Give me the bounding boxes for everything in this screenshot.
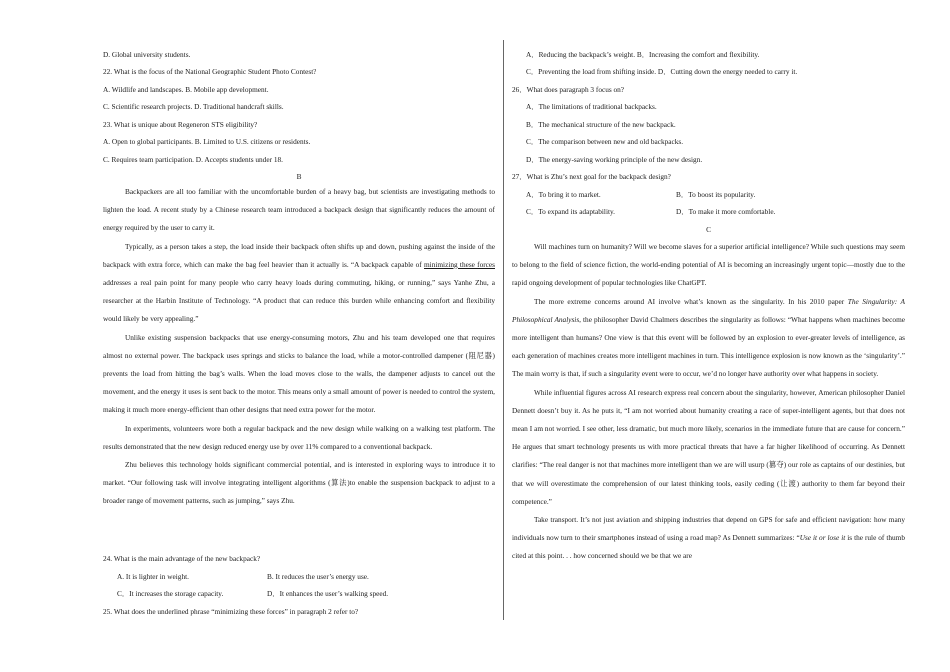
question-24-options-ab — [117, 572, 495, 582]
question-27: 27．What is Zhu’s next goal for the backpack design? — [512, 172, 671, 181]
paper-title: The Singularity: A Philosophical Analysis — [512, 296, 905, 324]
question-22-options-cd: C. Scientific research projects. D. Traditional handcraft skills. — [103, 102, 284, 111]
question-25: 25. What does the underlined phrase “minimizing these forces” in paragraph 2 refer to? — [103, 607, 359, 616]
paragraph-c2 — [512, 293, 905, 384]
paragraph-c2-end: , the philosopher David Chalmers describes the singularity as follows: “What happens when machines become more intelligent than humans? One view is that this event will be followed by an explosion to ever-greater levels of intelligence, as each generation of machines creates more intelligent machines in turn. This intelligence explosion is now known as the ‘singularity’.” The main worry is that, if such a singularity event were to occur, we’d no longer have authority over what happens in society. — [512, 314, 905, 379]
option-b: B. It reduces the user’s energy use. — [267, 572, 369, 581]
question-25-options-cd: C．Preventing the load from shifting inside. D．Cutting down the energy needed to carry it. — [526, 67, 798, 76]
paragraph-c4 — [512, 511, 905, 566]
section-b-heading: B — [296, 172, 302, 181]
paragraph-c4-start: Take transport. It’s not just aviation and shipping industries that depend on GPS for safe and efficient navigation: how many individuals now turn to their smartphones instead of using a road map? As Dennett summarizes: “ — [512, 515, 905, 543]
paragraph-b1: Backpackers are all too familiar with the uncomfortable burden of a heavy bag, but scientists are investigating methods to lighten the load. A recent study by a Chinese research team introduced a backpack design that significantly reduces the amount of energy required by the user to carry it. — [103, 187, 495, 233]
section-c-heading: C — [706, 225, 711, 234]
paragraph-b2-start: Typically, as a person takes a step, the load inside their backpack often shifts up and down, pushing against the inside of the backpack with extra force, which can make the bag feel heavier than it actually is. “A backpack capable of — [103, 241, 495, 269]
question-23-options-cd: C. Requires team participation. D. Accepts students under 18. — [103, 155, 283, 164]
passage-c — [512, 238, 905, 566]
column-divider — [503, 40, 504, 620]
question-23-options-ab: A. Open to global participants. B. Limited to U.S. citizens or residents. — [103, 137, 311, 146]
option-a: A. It is lighter in weight. — [117, 572, 189, 581]
passage-b — [103, 183, 495, 511]
question-26-option-a: A．The limitations of traditional backpacks. — [526, 102, 657, 111]
question-26-option-c: C．The comparison between new and old backpacks. — [526, 137, 684, 146]
paragraph-c1: Will machines turn on humanity? Will we become slaves for a superior artificial intelligence? While such questions may seem to belong to the field of science fiction, the world-ending potential of AI is becoming an increasingly urgent topic—mostly due to the rapid ongoing development of popular technologies like ChatGPT. — [512, 242, 905, 288]
underlined-phrase: minimizing these forces — [424, 259, 495, 269]
quoted-phrase: Use it or lose it — [799, 533, 846, 543]
option-b: B．To boost its popularity. — [676, 190, 756, 199]
question-26-option-d: D．The energy-saving working principle of the new design. — [526, 155, 703, 164]
question-25-options-ab: A．Reducing the backpack’s weight. B．Increasing the comfort and flexibility. — [526, 50, 760, 59]
question-24: 24. What is the main advantage of the new backpack? — [103, 554, 261, 563]
question-26: 26．What does paragraph 3 focus on? — [512, 85, 625, 94]
paragraph-b4: In experiments, volunteers wore both a regular backpack and the new design while walking on a walking test platform. The results demonstrated that the new design reduced energy use by over 11% compared to a conventional backpack. — [103, 423, 495, 451]
paragraph-c4-end: is the rule of thumb cited at this point. . . how concerned should we be that we are — [512, 533, 905, 561]
option-line: D. Global university students. — [103, 50, 191, 59]
question-27-options-ab — [526, 190, 905, 200]
paragraph-b2-end: addresses a real pain point for many people who carry heavy loads during commuting, hiking, or running,” says Yanhe Zhu, a researcher at the Harbin Institute of Technology. “A product that can reduce this burden while enhancing comfort and flexibility would likely be very appealing.” — [103, 278, 495, 324]
paragraph-c2-start: The more extreme concerns around AI involve what’s known as the singularity. In his 2010 paper — [534, 296, 848, 306]
question-23: 23. What is unique about Regeneron STS eligibility? — [103, 120, 258, 129]
question-26-option-b: B．The mechanical structure of the new backpack. — [526, 120, 676, 129]
paragraph-b2 — [103, 238, 495, 329]
option-c: C．To expand its adaptability. — [526, 207, 615, 216]
question-24-options-cd — [117, 589, 495, 599]
option-d: D．It enhances the user’s walking speed. — [267, 589, 389, 598]
option-c: C．It increases the storage capacity. — [117, 589, 224, 598]
question-27-options-cd — [526, 207, 905, 217]
option-a: A．To bring it to market. — [526, 190, 601, 199]
paragraph-c3: While influential figures across AI research express real concern about the singularity, however, American philosopher Daniel Dennett doesn’t buy it. As he puts it, “I am not worried about humanity creating a race of super-intelligent agents, but that does not mean I am not worried. I see other, less dramatic, but much more likely, scenarios in the immediate future that are cause for concern.” He argues that smart technology presents us with more practical threats that have a far higher likelihood of occurring. As Dennett clarifies: “The real danger is not that machines more intelligent than we are will usurp (篡夺) our role as captains of our destinies, but that we will overestimate the comprehension of our latest thinking tools, easily ceding (让渡) authority to them far beyond their competence.” — [512, 387, 905, 506]
question-22: 22. What is the focus of the National Geographic Student Photo Contest? — [103, 67, 317, 76]
paragraph-b5: Zhu believes this technology holds significant commercial potential, and is interested in exploring ways to introduce it to market. “Our following task will involve integrating intelligent algorithms (算法)to enable the suspension backpack to adjust to a broader range of movement patterns, such as jumping,” says Zhu. — [103, 460, 495, 506]
paragraph-b3: Unlike existing suspension backpacks that use energy-consuming motors, Zhu and his team developed one that requires almost no external power. The backpack uses springs and sticks to balance the load, while a motor-controlled dampener (阻尼器) prevents the load from hitting the bag’s walls. When the load moves close to the walls, the dampener adjusts to cancel out the movement, and the energy it uses is sent back to the motor. This means only a small amount of power is needed to control the system, making it much more energy-efficient than other designs that need extra power for the motor. — [103, 332, 495, 415]
question-22-options-ab: A. Wildlife and landscapes. B. Mobile app development. — [103, 85, 269, 94]
option-d: D．To make it more comfortable. — [676, 207, 776, 216]
